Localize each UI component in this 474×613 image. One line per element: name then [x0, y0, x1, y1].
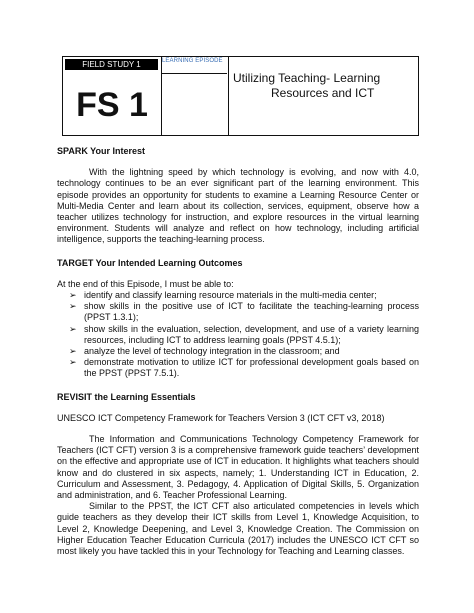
header-table [62, 56, 419, 136]
arrow-bullet-icon: ➢ [69, 357, 77, 368]
revisit-paragraph-1: The Information and Communications Technology Competency Framework for Teachers (ICT CFT) version 3 is a comprehensive framework guide teachers’ development on the effective and appropriate use of ICT in education. It highlights what teachers should know and do clustered in six aspects, namely; 1. Understanding ICT in Education, 2. Curriculum and Assessment, 3. Pedagogy, 4. Application of Digital Skills, 5. Organization and administration, and 6. Teacher Professional Learning. [57, 434, 419, 501]
arrow-bullet-icon: ➢ [69, 290, 77, 301]
outcome-text: identify and classify learning resource materials in the multi-media center; [84, 290, 377, 301]
learning-episode-label: LEARNING EPISODE [162, 58, 223, 64]
list-item [57, 301, 419, 323]
target-intro: At the end of this Episode, I must be able to: [57, 278, 234, 289]
list-item [57, 290, 419, 301]
field-study-label: FIELD STUDY 1 [65, 59, 158, 70]
spark-heading: SPARK Your Interest [57, 146, 146, 156]
list-item [57, 324, 419, 346]
arrow-bullet-icon: ➢ [69, 301, 77, 312]
outcome-text: show skills in the positive use of ICT to facilitate the teaching-learning process (PPST 1.3.1); [84, 301, 419, 323]
episode-title-line1: Utilizing Teaching- Learning [233, 71, 381, 85]
episode-title-line2: Resources and ICT [271, 86, 375, 100]
spark-paragraph: With the lightning speed by which technology is evolving, and now with 4.0, technology continues to be an ever significant part of the learning environment. This episode provides an opportunity for students to examine a Learning Resource Center or Multi-Media Center and learn about its collection, services, equipment, observe how a teacher utilizes technology for instruction, and explore resources in the virtual learning environment. Students will analyze and reflect on how technology, including artificial intelligence, supports the teaching-learning process. [57, 167, 419, 245]
document-body [57, 146, 419, 557]
outcome-text: analyze the level of technology integration in the classroom; and [84, 346, 340, 357]
list-item [57, 346, 419, 357]
revisit-heading: REVISIT the Learning Essentials [57, 391, 196, 402]
arrow-bullet-icon: ➢ [69, 323, 77, 334]
field-study-cell [63, 57, 162, 135]
revisit-paragraph-2: Similar to the PPST, the ICT CFT also articulated competencies in levels which guide teachers as they develop their ICT skills from Level 1, Knowledge Acquisition, to Level 2, Knowledge Deepening, and Level 3, Knowledge Creation. The Commission on Higher Education Teacher Education Curricula (2017) includes the UNESCO ICT CFT so most likely you have tackled this in your Technology for Teaching and Learning classes. [57, 501, 419, 557]
fs-title: FS 1 [76, 86, 148, 124]
outcome-text: show skills in the evaluation, selection, development, and use of a variety learning resources, including ICT to address learning goals (PPST 4.5.1); [84, 323, 419, 345]
learning-episode-cell [161, 57, 229, 135]
outcomes-list [57, 290, 419, 380]
list-item [57, 357, 419, 379]
arrow-bullet-icon: ➢ [69, 346, 77, 357]
learning-episode-box [161, 57, 227, 74]
revisit-subheading: UNESCO ICT Competency Framework for Teachers Version 3 (ICT CFT v3, 2018) [57, 412, 385, 423]
target-heading: TARGET Your Intended Learning Outcomes [57, 257, 243, 268]
episode-title [233, 71, 415, 101]
outcome-text: demonstrate motivation to utilize ICT for professional development goals based on the PPST (PPST 7.5.1). [84, 357, 419, 379]
